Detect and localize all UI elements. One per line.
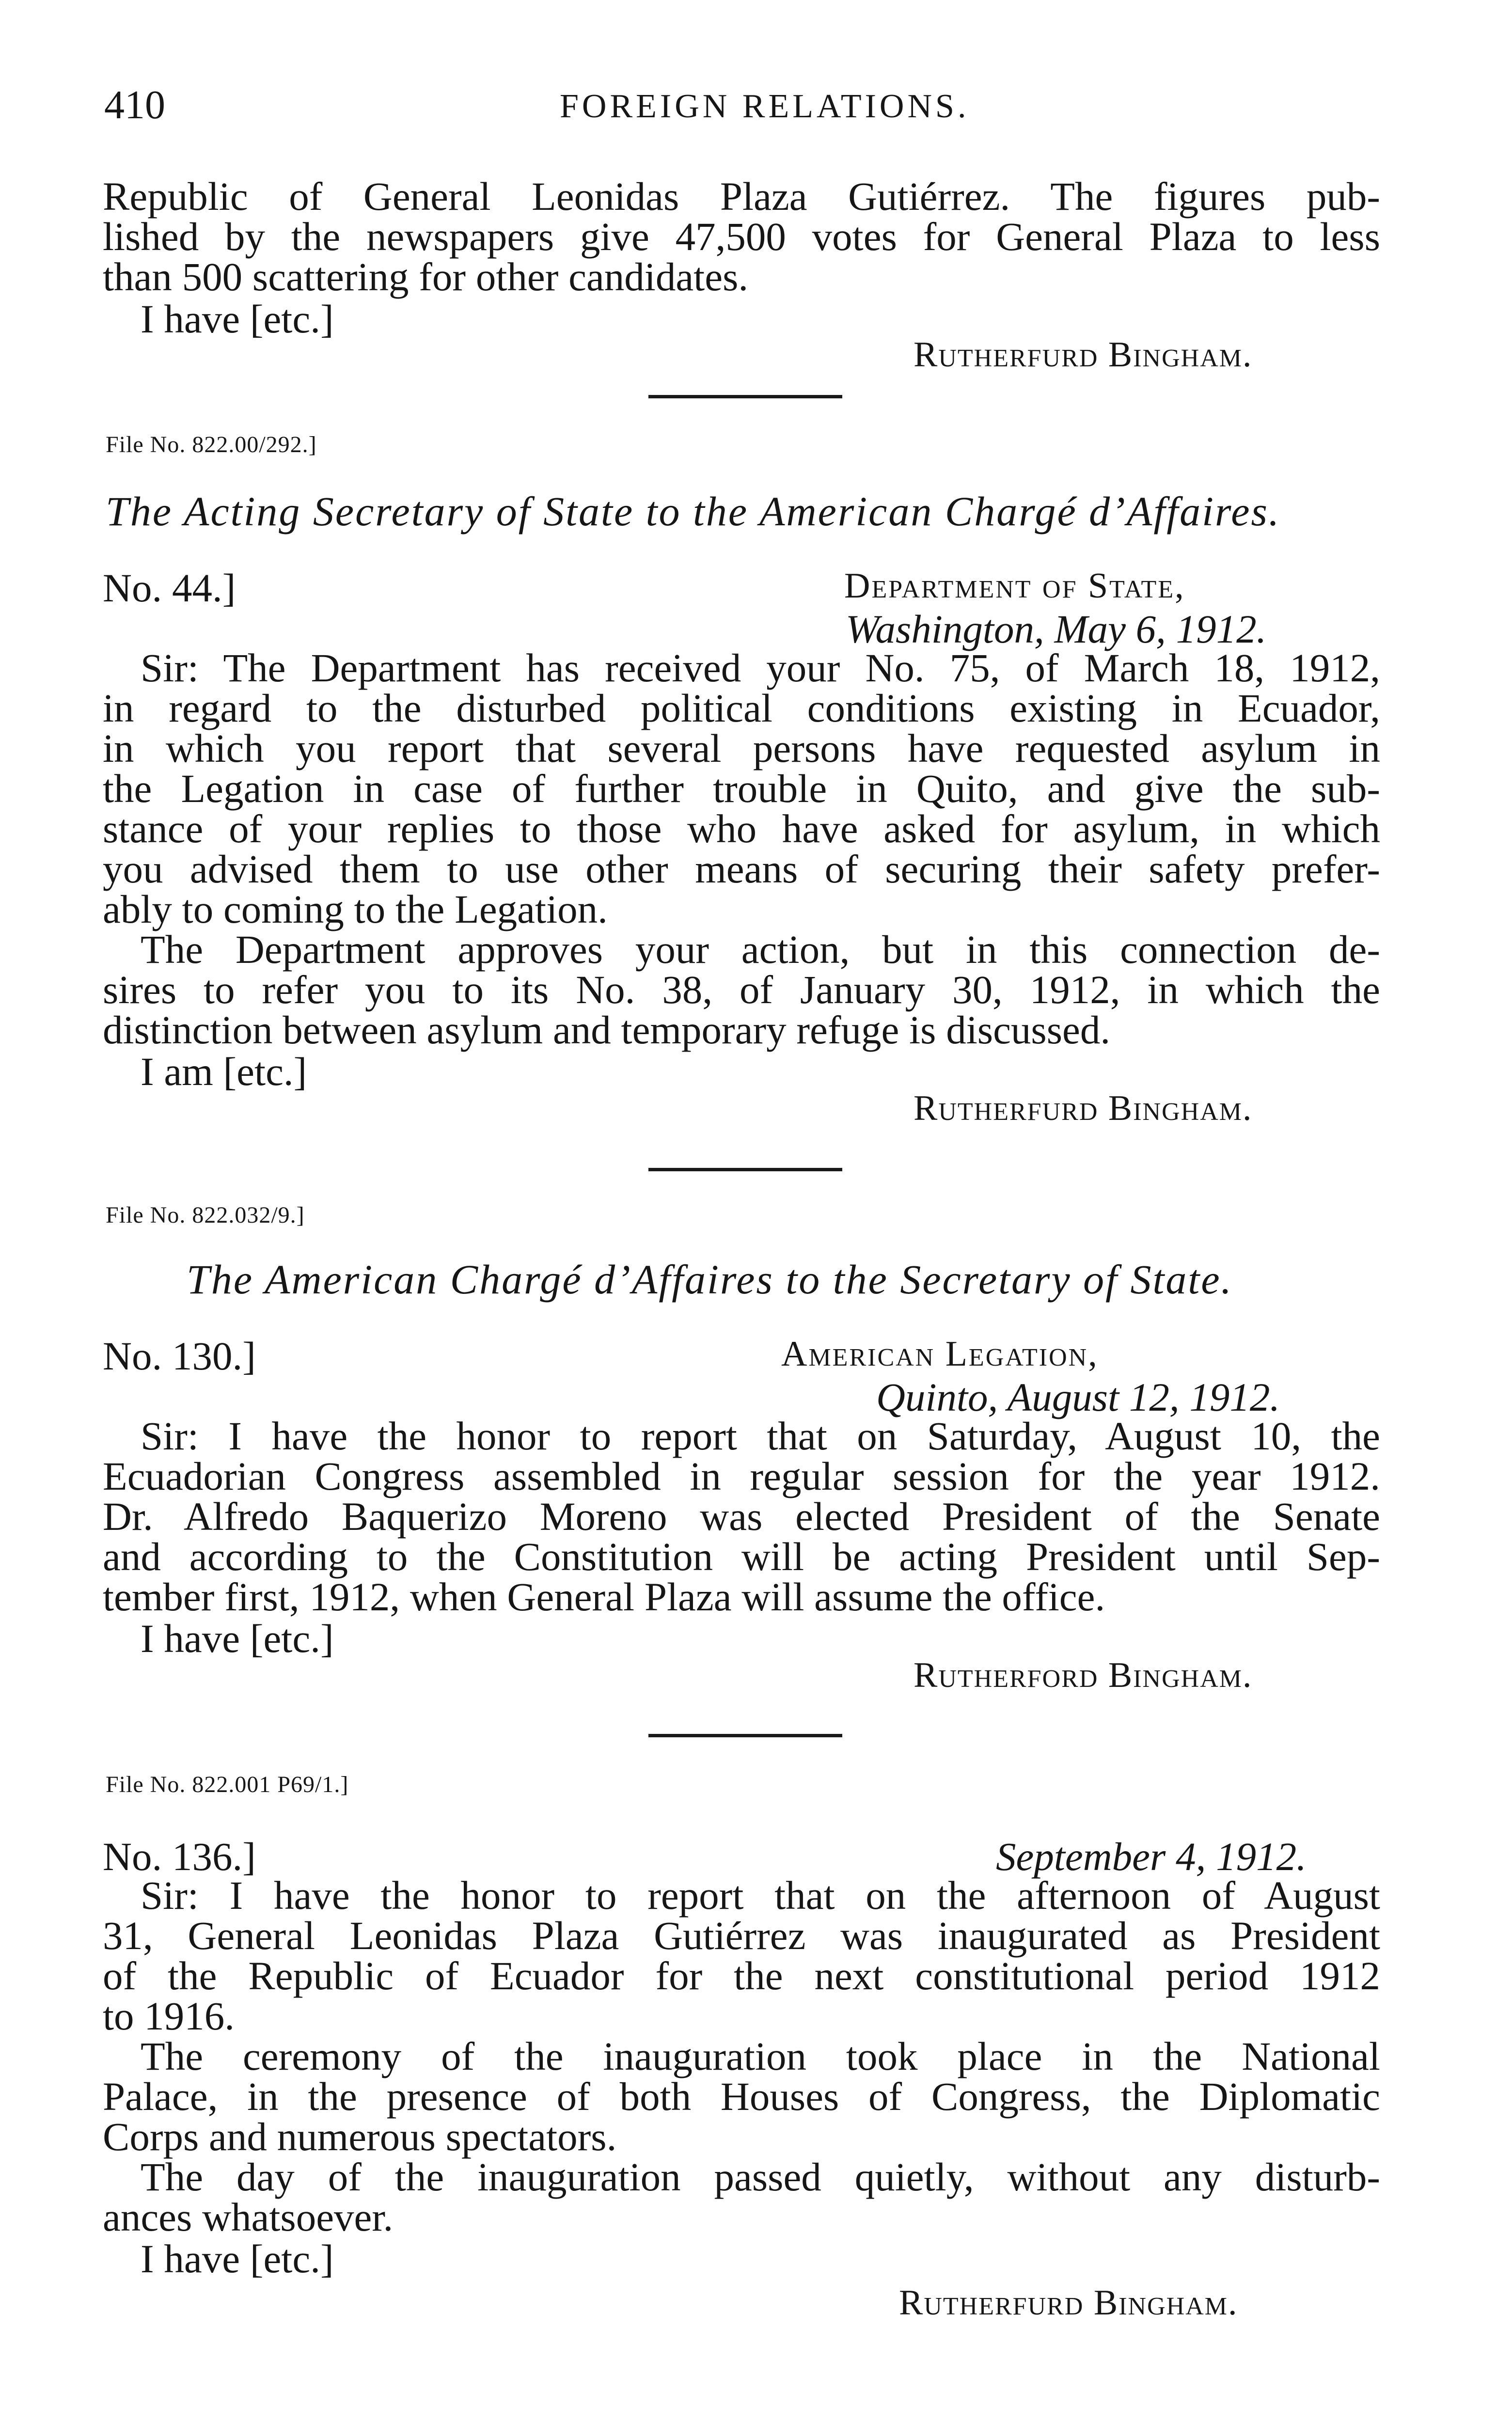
closing: I have [etc.] [141,2236,334,2281]
place-date: Washington, May 6, 1912. [846,607,1267,651]
body-line: The ceremony of the inauguration took place in the National [141,2034,1380,2078]
body-line: in regard to the disturbed political conditions existing in Ecuador, [103,686,1380,730]
letter-number: No. 136.] [103,1834,256,1879]
signature: Rutherfurd Bingham. [914,335,1253,375]
body-line: The day of the inauguration passed quietly, without any disturb- [141,2155,1380,2199]
letter-date: September 4, 1912. [996,1834,1307,1879]
letter-number: No. 130.] [103,1334,256,1378]
place-date: Quinto, August 12, 1912. [876,1375,1280,1419]
letter-number: No. 44.] [103,566,236,610]
signature: Rutherfurd Bingham. [914,1088,1253,1128]
body-line: Dr. Alfredo Baquerizo Moreno was elected President of the Senate [103,1494,1380,1539]
section-divider [648,1168,842,1171]
body-line: The Department approves your action, but in this connection de- [141,927,1380,972]
body-line: lished by the newspapers give 47,500 votes for General Plaza to less [103,214,1380,259]
body-line: to 1916. [103,1994,235,2038]
running-title: FOREIGN RELATIONS. [560,88,970,125]
file-number: File No. 822.00/292.] [106,432,317,457]
body-line: 31, General Leonidas Plaza Gutiérrez was inaugurated as President [103,1913,1380,1958]
body-line: Ecuadorian Congress assembled in regular session for the year 1912. [103,1454,1380,1498]
body-line: sires to refer you to its No. 38, of January 30, 1912, in which the [103,967,1380,1012]
signature: Rutherfurd Bingham. [899,2283,1238,2323]
body-line: and according to the Constitution will be acting President until Sep- [103,1534,1380,1579]
section-divider [648,395,842,398]
body-line: Sir: The Department has received your No. 75, of March 18, 1912, [141,645,1380,690]
body-line: Sir: I have the honor to report that on the afternoon of August [141,1873,1380,1918]
section-divider [648,1734,842,1737]
body-line: Sir: I have the honor to report that on Saturday, August 10, the [141,1414,1380,1458]
body-line: tember first, 1912, when General Plaza will assume the office. [103,1574,1105,1619]
file-number: File No. 822.032/9.] [106,1202,305,1228]
body-line: the Legation in case of further trouble in Quito, and give the sub- [103,766,1380,811]
file-number: File No. 822.001 P69/1.] [106,1772,349,1797]
body-line: Republic of General Leonidas Plaza Gutiérrez. The figures pub- [103,174,1380,219]
closing: I have [etc.] [141,1616,334,1661]
body-line: in which you report that several persons have requested asylum in [103,726,1380,771]
signature: Rutherford Bingham. [914,1655,1253,1695]
body-line: distinction between asylum and temporary refuge is discussed. [103,1007,1111,1052]
closing: I am [etc.] [141,1049,307,1094]
body-line: Corps and numerous spectators. [103,2114,617,2159]
letter-heading: The American Chargé d’Affaires to the Secretary of State. [187,1256,1233,1303]
body-line: Palace, in the presence of both Houses of Congress, the Diplomatic [103,2074,1380,2119]
body-line: ances whatsoever. [103,2195,394,2239]
body-line: ably to coming to the Legation. [103,887,608,931]
sender-org: American Legation, [781,1334,1099,1374]
letter-heading: The Acting Secretary of State to the American Chargé d’Affaires. [106,488,1281,535]
body-line: than 500 scattering for other candidates. [103,254,749,299]
page-number: 410 [104,82,165,127]
closing: I have [etc.] [141,297,334,341]
sender-org: Department of State, [844,566,1185,606]
body-line: stance of your replies to those who have asked for asylum, in which [103,806,1380,851]
body-line: of the Republic of Ecuador for the next constitutional period 1912 [103,1953,1380,1998]
body-line: you advised them to use other means of securing their safety prefer- [103,847,1380,891]
